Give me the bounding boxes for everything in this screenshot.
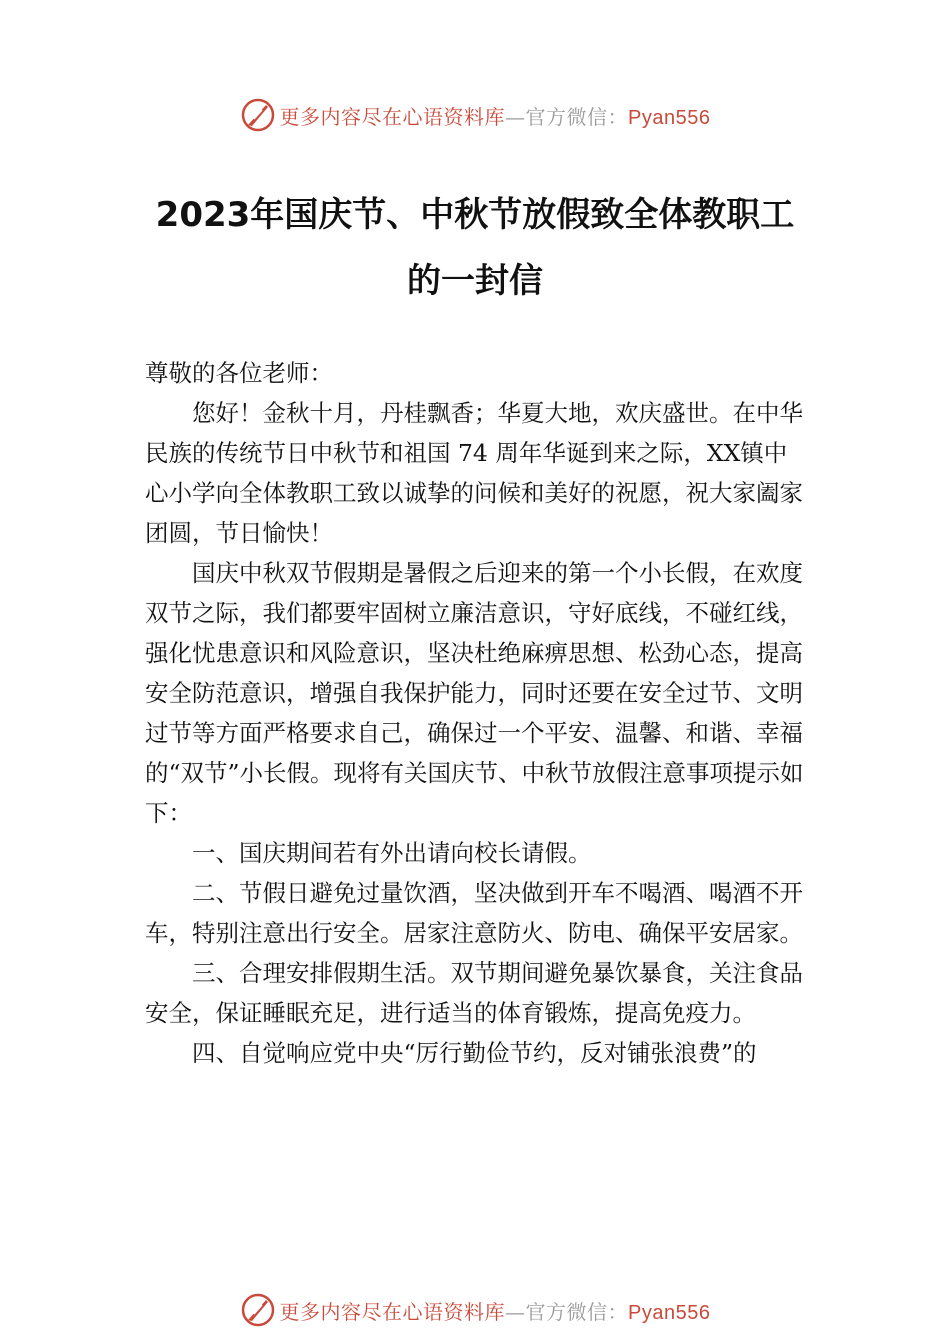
title-line-1: 2023年国庆节、中秋节放假致全体教职工 <box>155 195 795 235</box>
banner-slogan: 更多内容尽在心语资料库 <box>279 1299 506 1324</box>
banner-wechat-label: 官方微信： <box>525 104 629 129</box>
banner-text <box>280 101 711 130</box>
header-banner <box>0 95 950 135</box>
footer-banner <box>0 1290 950 1330</box>
banner-dash: — <box>505 1299 526 1324</box>
list-item-4: 四、自觉响应党中央“厉行勤俭节约，反对铺张浪费”的 <box>192 1039 757 1067</box>
banner-dash: — <box>505 104 526 129</box>
list-item-3: 三、合理安排假期生活。双节期间避免暴饮暴食，关注食品安全，保证睡眠充足，进行适当的体育锻炼，提高免疫力。 <box>145 959 803 1027</box>
banner-text <box>280 1296 711 1325</box>
salutation: 尊敬的各位老师： <box>145 359 333 387</box>
list-item-2: 二、节假日避免过量饮酒，坚决做到开车不喝酒、喝酒不开车，特别注意出行安全。居家注意防火、防电、确保平安居家。 <box>145 879 803 947</box>
quill-pen-icon <box>240 97 276 133</box>
banner-account: Pyan556 <box>628 106 711 129</box>
page-title <box>100 182 850 314</box>
banner-wechat-label: 官方微信： <box>525 1299 629 1324</box>
title-line-2: 的一封信 <box>407 261 543 301</box>
quill-pen-icon <box>240 1292 276 1328</box>
paragraph-notice: 国庆中秋双节假期是暑假之后迎来的第一个小长假，在欢度双节之际，我们都要牢固树立廉洁意识，守好底线，不碰红线，强化忧患意识和风险意识，坚决杜绝麻痹思想、松劲心态，提高安全防范意识，增强自我保护能力，同时还要在安全过节、文明过节等方面严格要求自己，确保过一个平安、温馨、和谐、幸福的“双节”小长假。现将有关国庆节、中秋节放假注意事项提示如下： <box>145 559 804 827</box>
banner-account: Pyan556 <box>628 1301 711 1324</box>
banner-slogan: 更多内容尽在心语资料库 <box>279 104 506 129</box>
paragraph-greeting: 您好！金秋十月，丹桂飘香；华夏大地，欢庆盛世。在中华民族的传统节日中秋节和祖国 74 周年华诞到来之际，XX镇中心小学向全体教职工致以诚挚的问候和美好的祝愿，祝大家阖家团圆，节日愉快！ <box>145 399 803 547</box>
list-item-1: 一、国庆期间若有外出请向校长请假。 <box>192 839 592 867</box>
letter-body <box>145 353 810 1073</box>
